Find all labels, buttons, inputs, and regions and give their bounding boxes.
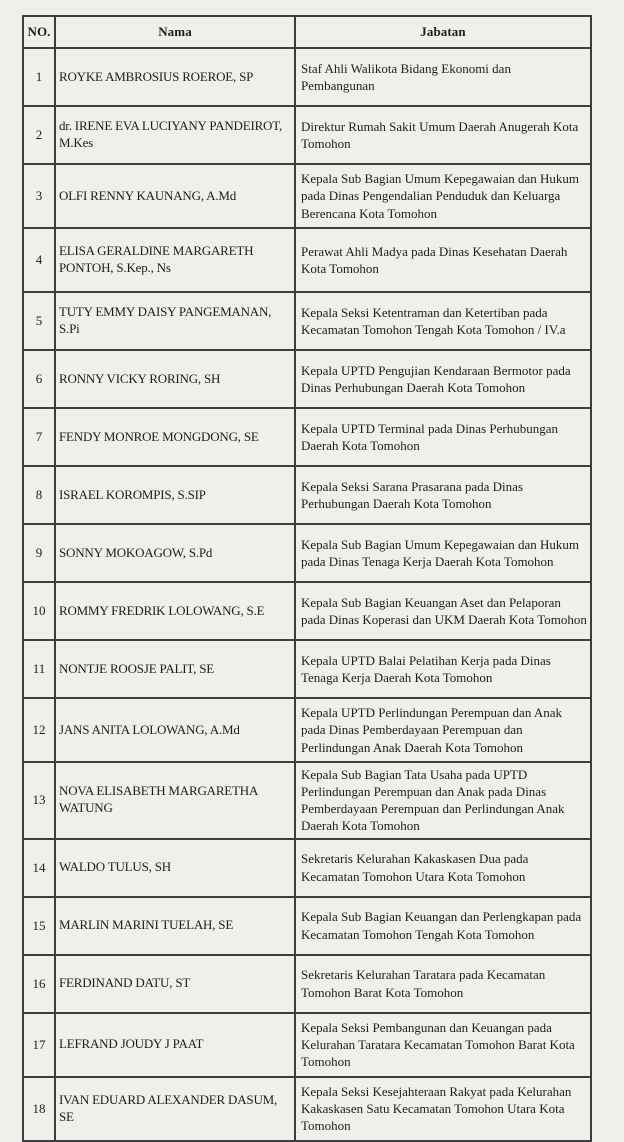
table-row (23, 106, 591, 164)
cell-jabatan: Kepala UPTD Terminal pada Dinas Perhubungan Daerah Kota Tomohon (295, 408, 591, 466)
table-row (23, 228, 591, 292)
table-row (23, 48, 591, 106)
cell-jabatan: Kepala Sub Bagian Tata Usaha pada UPTD Perlindungan Perempuan dan Anak pada Dinas Pemberdayaan Perempuan dan Perlindungan Anak Daerah Kota Tomohon (295, 762, 591, 839)
cell-no: 10 (23, 582, 55, 640)
cell-nama: WALDO TULUS, SH (55, 839, 295, 897)
table-row (23, 640, 591, 698)
cell-jabatan: Kepala Seksi Pembangunan dan Keuangan pada Kelurahan Taratara Kecamatan Tomohon Barat Kota Tomohon (295, 1013, 591, 1077)
cell-jabatan: Kepala Sub Bagian Keuangan dan Perlengkapan pada Kecamatan Tomohon Tengah Kota Tomohon (295, 897, 591, 955)
table-row (23, 1077, 591, 1141)
cell-nama: IVAN EDUARD ALEXANDER DASUM, SE (55, 1077, 295, 1141)
table-row (23, 466, 591, 524)
cell-no: 15 (23, 897, 55, 955)
table-row (23, 524, 591, 582)
table-row (23, 955, 591, 1013)
cell-no: 3 (23, 164, 55, 228)
cell-no: 6 (23, 350, 55, 408)
table-row (23, 292, 591, 350)
cell-nama: FERDINAND DATU, ST (55, 955, 295, 1013)
cell-nama: FENDY MONROE MONGDONG, SE (55, 408, 295, 466)
cell-jabatan: Sekretaris Kelurahan Kakaskasen Dua pada Kecamatan Tomohon Utara Kota Tomohon (295, 839, 591, 897)
cell-no: 4 (23, 228, 55, 292)
cell-jabatan: Kepala Seksi Kesejahteraan Rakyat pada Kelurahan Kakaskasen Satu Kecamatan Tomohon Utara Kota Tomohon (295, 1077, 591, 1141)
cell-jabatan: Kepala Seksi Ketentraman dan Ketertiban pada Kecamatan Tomohon Tengah Kota Tomohon / IV.a (295, 292, 591, 350)
cell-no: 16 (23, 955, 55, 1013)
cell-no: 5 (23, 292, 55, 350)
cell-no: 13 (23, 762, 55, 839)
cell-jabatan: Perawat Ahli Madya pada Dinas Kesehatan Daerah Kota Tomohon (295, 228, 591, 292)
cell-no: 14 (23, 839, 55, 897)
cell-nama: OLFI RENNY KAUNANG, A.Md (55, 164, 295, 228)
table-row (23, 1013, 591, 1077)
cell-nama: TUTY EMMY DAISY PANGEMANAN, S.Pi (55, 292, 295, 350)
cell-nama: SONNY MOKOAGOW, S.Pd (55, 524, 295, 582)
cell-jabatan: Kepala Sub Bagian Umum Kepegawaian dan Hukum pada Dinas Pengendalian Penduduk dan Keluarga Berencana Kota Tomohon (295, 164, 591, 228)
cell-no: 11 (23, 640, 55, 698)
cell-nama: LEFRAND JOUDY J PAAT (55, 1013, 295, 1077)
cell-no: 2 (23, 106, 55, 164)
table-row (23, 698, 591, 762)
cell-nama: MARLIN MARINI TUELAH, SE (55, 897, 295, 955)
cell-jabatan: Kepala Sub Bagian Keuangan Aset dan Pelaporan pada Dinas Koperasi dan UKM Daerah Kota Tomohon (295, 582, 591, 640)
table-row (23, 164, 591, 228)
cell-jabatan: Kepala Seksi Sarana Prasarana pada Dinas Perhubungan Daerah Kota Tomohon (295, 466, 591, 524)
cell-no: 1 (23, 48, 55, 106)
table-row (23, 582, 591, 640)
cell-no: 17 (23, 1013, 55, 1077)
cell-nama: ELISA GERALDINE MARGARETH PONTOH, S.Kep., Ns (55, 228, 295, 292)
table-header-row (23, 16, 591, 48)
cell-no: 8 (23, 466, 55, 524)
table-row (23, 897, 591, 955)
cell-jabatan: Kepala UPTD Balai Pelatihan Kerja pada Dinas Tenaga Kerja Daerah Kota Tomohon (295, 640, 591, 698)
table-row (23, 839, 591, 897)
officials-table (22, 15, 592, 1142)
cell-nama: RONNY VICKY RORING, SH (55, 350, 295, 408)
cell-nama: ROMMY FREDRIK LOLOWANG, S.E (55, 582, 295, 640)
cell-nama: JANS ANITA LOLOWANG, A.Md (55, 698, 295, 762)
header-nama: Nama (55, 16, 295, 48)
cell-jabatan: Direktur Rumah Sakit Umum Daerah Anugerah Kota Tomohon (295, 106, 591, 164)
cell-jabatan: Sekretaris Kelurahan Taratara pada Kecamatan Tomohon Barat Kota Tomohon (295, 955, 591, 1013)
cell-jabatan: Staf Ahli Walikota Bidang Ekonomi dan Pembangunan (295, 48, 591, 106)
cell-jabatan: Kepala UPTD Pengujian Kendaraan Bermotor pada Dinas Perhubungan Daerah Kota Tomohon (295, 350, 591, 408)
cell-no: 18 (23, 1077, 55, 1141)
cell-no: 9 (23, 524, 55, 582)
table-row (23, 350, 591, 408)
cell-nama: ISRAEL KOROMPIS, S.SIP (55, 466, 295, 524)
header-jabatan: Jabatan (295, 16, 591, 48)
cell-no: 12 (23, 698, 55, 762)
table-row (23, 762, 591, 839)
cell-nama: ROYKE AMBROSIUS ROEROE, SP (55, 48, 295, 106)
cell-nama: dr. IRENE EVA LUCIYANY PANDEIROT, M.Kes (55, 106, 295, 164)
cell-jabatan: Kepala Sub Bagian Umum Kepegawaian dan Hukum pada Dinas Tenaga Kerja Daerah Kota Tomohon (295, 524, 591, 582)
header-no: NO. (23, 16, 55, 48)
cell-nama: NONTJE ROOSJE PALIT, SE (55, 640, 295, 698)
table-row (23, 408, 591, 466)
cell-jabatan: Kepala UPTD Perlindungan Perempuan dan Anak pada Dinas Pemberdayaan Perempuan dan Perlindungan Anak Daerah Kota Tomohon (295, 698, 591, 762)
cell-no: 7 (23, 408, 55, 466)
cell-nama: NOVA ELISABETH MARGARETHA WATUNG (55, 762, 295, 839)
